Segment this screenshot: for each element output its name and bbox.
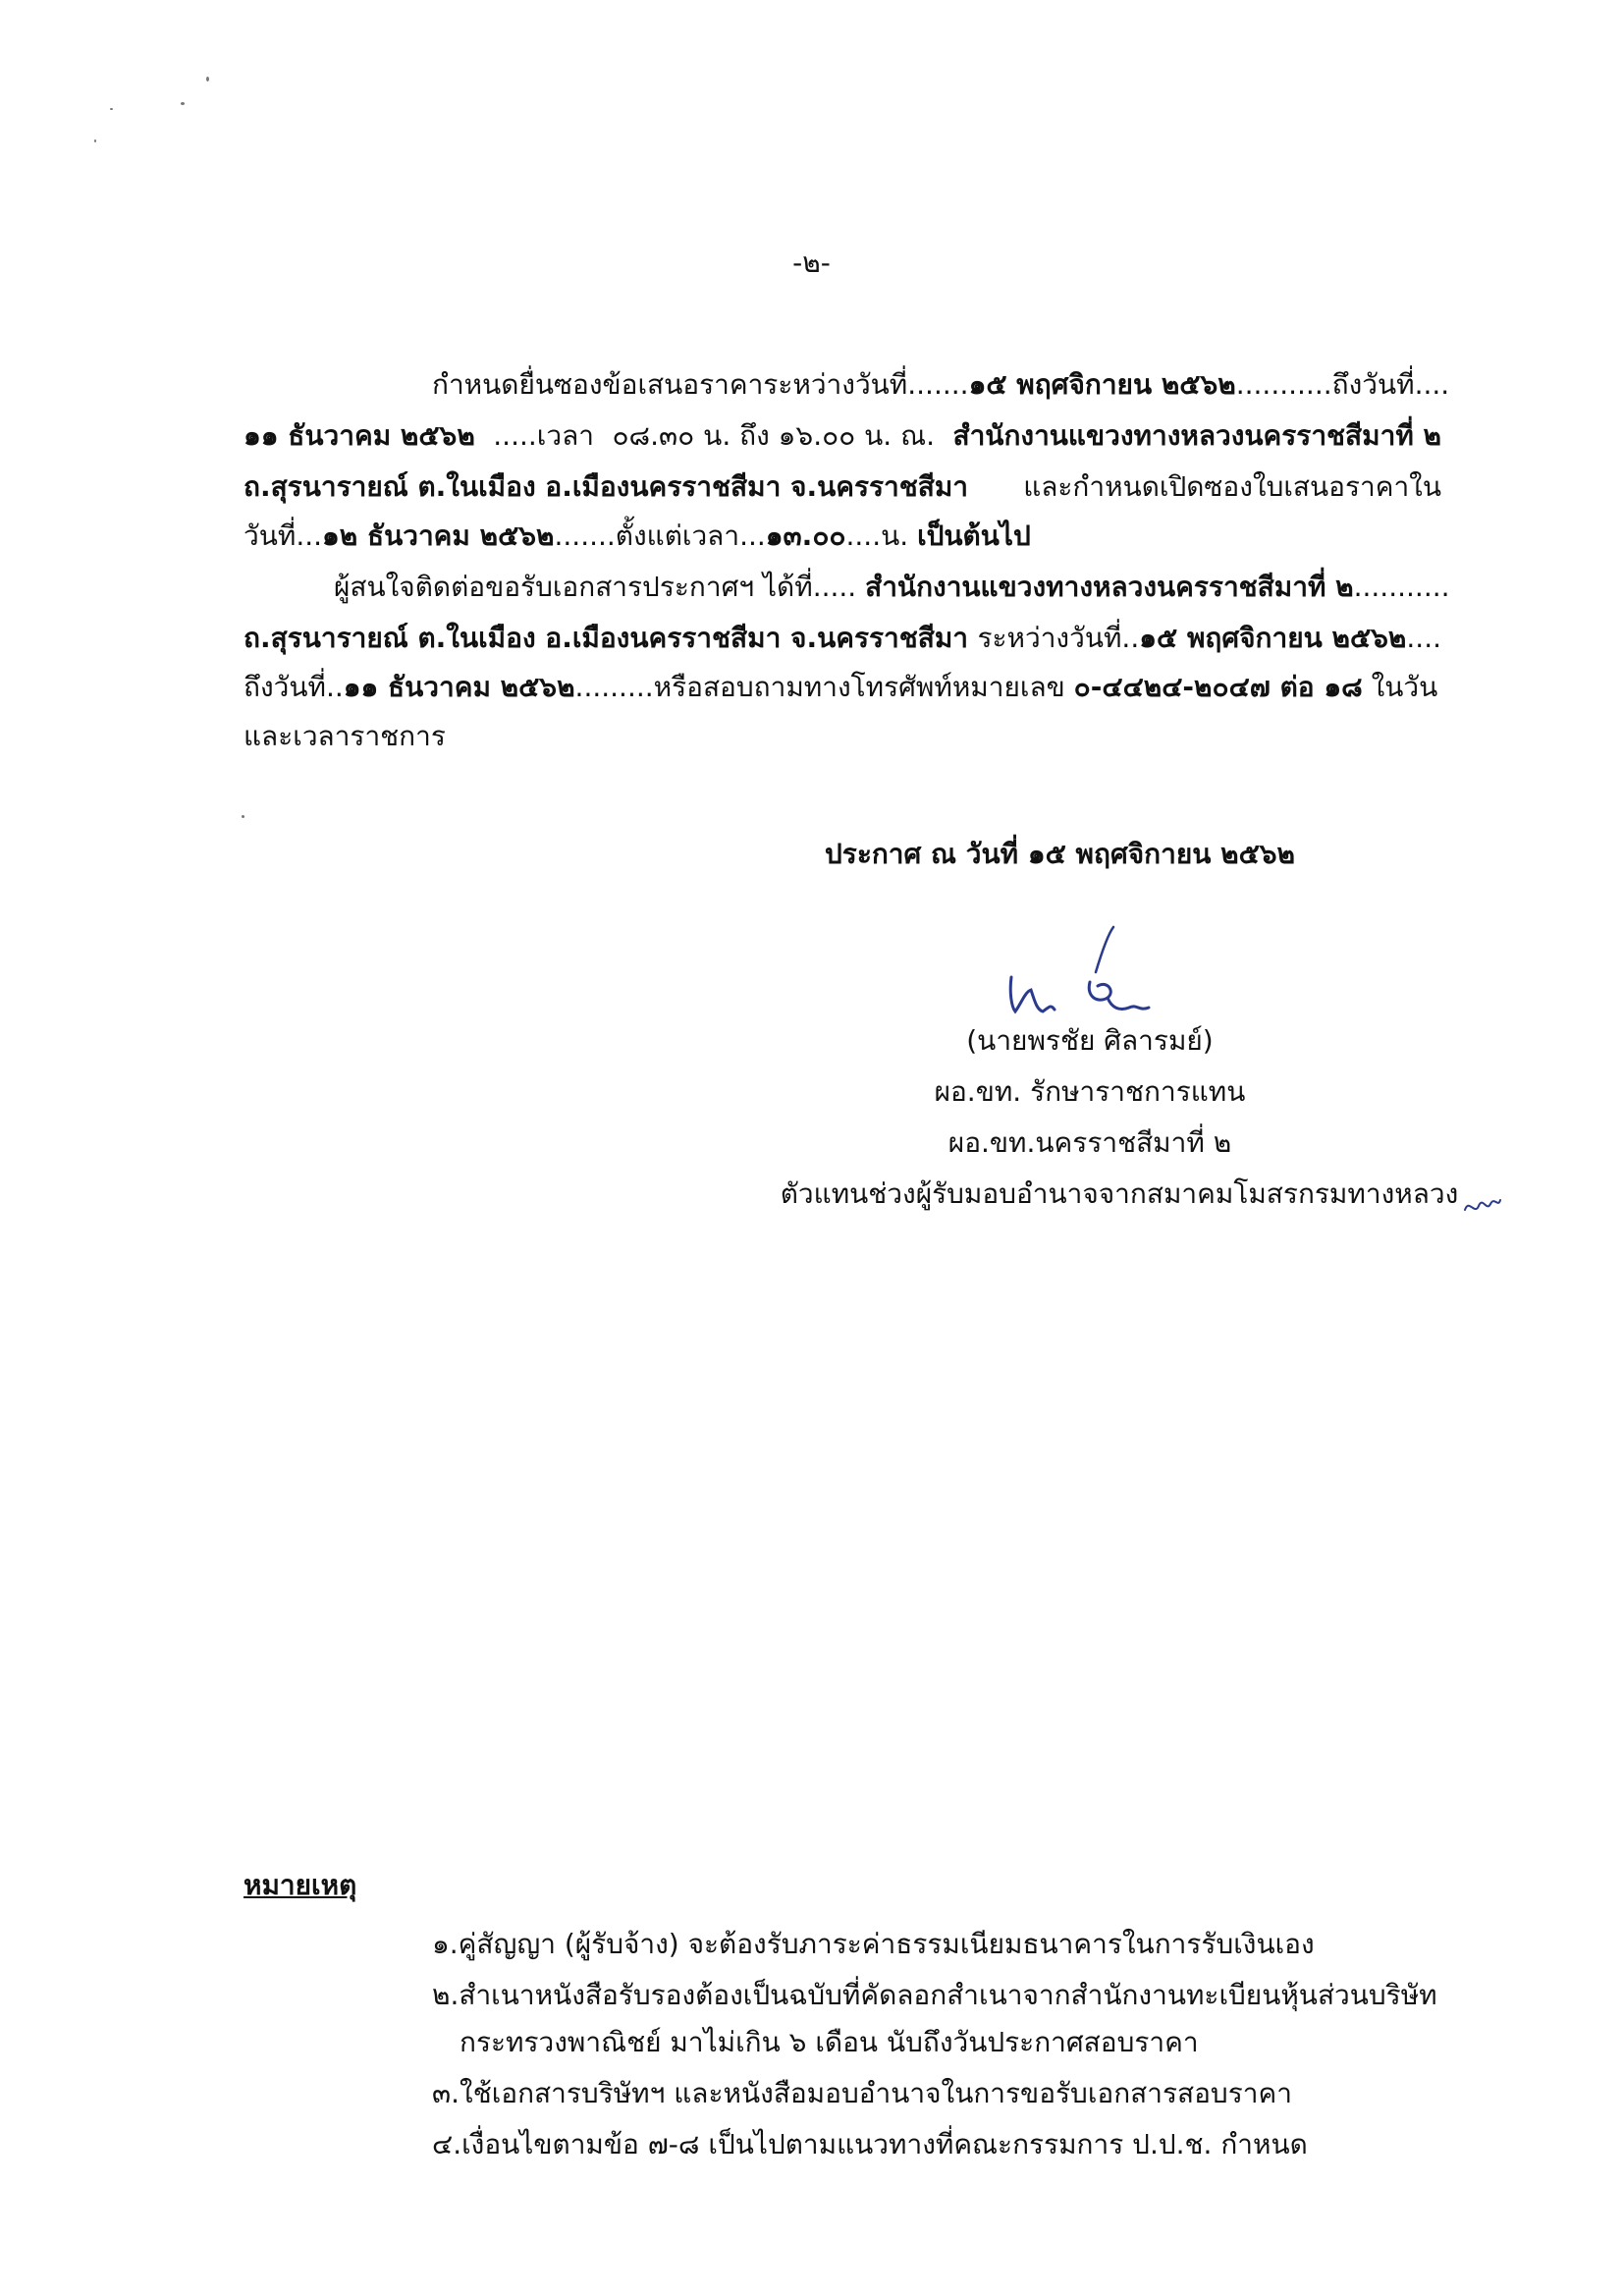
- open-tail: เป็นต้นไป: [917, 519, 1031, 552]
- open-mid: .......ตั้งแต่เวลา...: [554, 519, 766, 552]
- remark-item-continuation: กระทรวงพาณิชย์ มาไม่เกิน ๖ เดือน นับถึงวันประกาศสอบราคา: [460, 2026, 1199, 2058]
- submission-line-3: [243, 467, 1441, 507]
- contact-line3-tail: ในวัน: [1371, 671, 1438, 703]
- contact-end-date: ๑๑ ธันวาคม ๒๕๖๒: [343, 671, 575, 703]
- open-text: และกำหนดเปิดซองใบเสนอราคาใน: [1023, 470, 1441, 503]
- contact-lead: ผู้สนใจติดต่อขอรับเอกสารประกาศฯ ได้ที่.....: [334, 571, 857, 603]
- contact-office: สำนักงานแขวงทางหลวงนครราชสีมาที่ ๒: [865, 571, 1354, 603]
- submission-end-date: ๑๑ ธันวาคม ๒๕๖๒: [243, 419, 475, 452]
- submission-line-2: [243, 416, 1441, 456]
- page-number: -๒-: [792, 246, 831, 279]
- announcement-date-text: ประกาศ ณ วันที่ ๑๕ พฤศจิกายน ๒๕๖๒: [825, 838, 1295, 870]
- signer-name: (นายพรชัย ศิลารมย์): [966, 1024, 1214, 1057]
- remark-item: ๔.เงื่อนไขตามข้อ ๗-๘ เป็นไปตามแนวทางที่คณะกรรมการ ป.ป.ช. กำหนด: [432, 2128, 1308, 2160]
- open-time: ๑๓.๐๐: [765, 519, 846, 552]
- signer-position-1: ผอ.ขท. รักษาราชการแทน: [934, 1075, 1246, 1108]
- scan-speck: [94, 139, 96, 142]
- contact-line-4: และเวลาราชการ: [243, 720, 446, 752]
- remarks-heading: หมายเหตุ: [243, 1869, 357, 1901]
- open-mid2: ....น.: [845, 519, 909, 552]
- contact-between: ระหว่างวันที่..: [977, 622, 1140, 654]
- signer-position-3: ตัวแทนช่วงผู้รับมอบอำนาจจากสมาคมโมสรกรมทางหลวง: [780, 1177, 1459, 1210]
- time-range: ๐๘.๓๐ น. ถึง ๑๖.๐๐ น. ณ.: [612, 419, 935, 452]
- scan-speck: [181, 102, 185, 105]
- signer-position-2: ผอ.ขท.นครราชสีมาที่ ๒: [947, 1126, 1232, 1159]
- scan-speck: [242, 815, 244, 818]
- scan-speck: [206, 77, 209, 82]
- submission-lead: กำหนดยื่นซองข้อเสนอราคาระหว่างวันที่.......: [432, 368, 969, 401]
- remark-item: ๒.สำเนาหนังสือรับรองต้องเป็นฉบับที่คัดลอกสำเนาจากสำนักงานทะเบียนหุ้นส่วนบริษัท: [432, 1979, 1437, 2011]
- contact-tail: ...........: [1353, 571, 1450, 603]
- initials-mark: [1461, 1190, 1504, 1220]
- contact-line-1: [334, 568, 1450, 607]
- signature-image: [992, 913, 1188, 1021]
- remark-item: ๑.คู่สัญญา (ผู้รับจ้าง) จะต้องรับภาระค่าธรรมเนียมธนาคารในการรับเงินเอง: [432, 1928, 1315, 1960]
- time-label: .....เวลา: [493, 419, 594, 452]
- contact-line-3: [243, 668, 1437, 707]
- contact-until: ถึงวันที่..: [243, 671, 344, 703]
- office-address: ถ.สุรนารายณ์ ต.ในเมือง อ.เมืองนครราชสีมา จ.นครราชสีมา: [243, 470, 969, 503]
- contact-line2-tail: ....: [1406, 622, 1441, 654]
- contact-phone: ๐-๔๔๒๔-๒๐๔๗ ต่อ ๑๘: [1073, 671, 1363, 703]
- announcement-date: [825, 835, 1295, 874]
- submission-line-1: [432, 365, 1449, 405]
- scan-speck: [110, 108, 113, 110]
- contact-phone-lead: .........หรือสอบถามทางโทรศัพท์หมายเลข: [574, 671, 1065, 703]
- contact-address: ถ.สุรนารายณ์ ต.ในเมือง อ.เมืองนครราชสีมา จ.นครราชสีมา: [243, 622, 969, 654]
- submission-start-date: ๑๕ พฤศจิกายน ๒๕๖๒: [968, 368, 1236, 401]
- remark-item: ๓.ใช้เอกสารบริษัทฯ และหนังสือมอบอำนาจในการขอรับเอกสารสอบราคา: [432, 2077, 1292, 2109]
- open-lead: วันที่...: [243, 519, 323, 552]
- office-name: สำนักงานแขวงทางหลวงนครราชสีมาที่ ๒: [952, 419, 1441, 452]
- contact-line-2: [243, 619, 1441, 658]
- contact-start-date: ๑๕ พฤศจิกายน ๒๕๖๒: [1139, 622, 1407, 654]
- submission-line-4: [243, 517, 1031, 556]
- submission-tail: ...........ถึงวันที่....: [1235, 368, 1450, 401]
- open-date: ๑๒ ธันวาคม ๒๕๖๒: [322, 519, 555, 552]
